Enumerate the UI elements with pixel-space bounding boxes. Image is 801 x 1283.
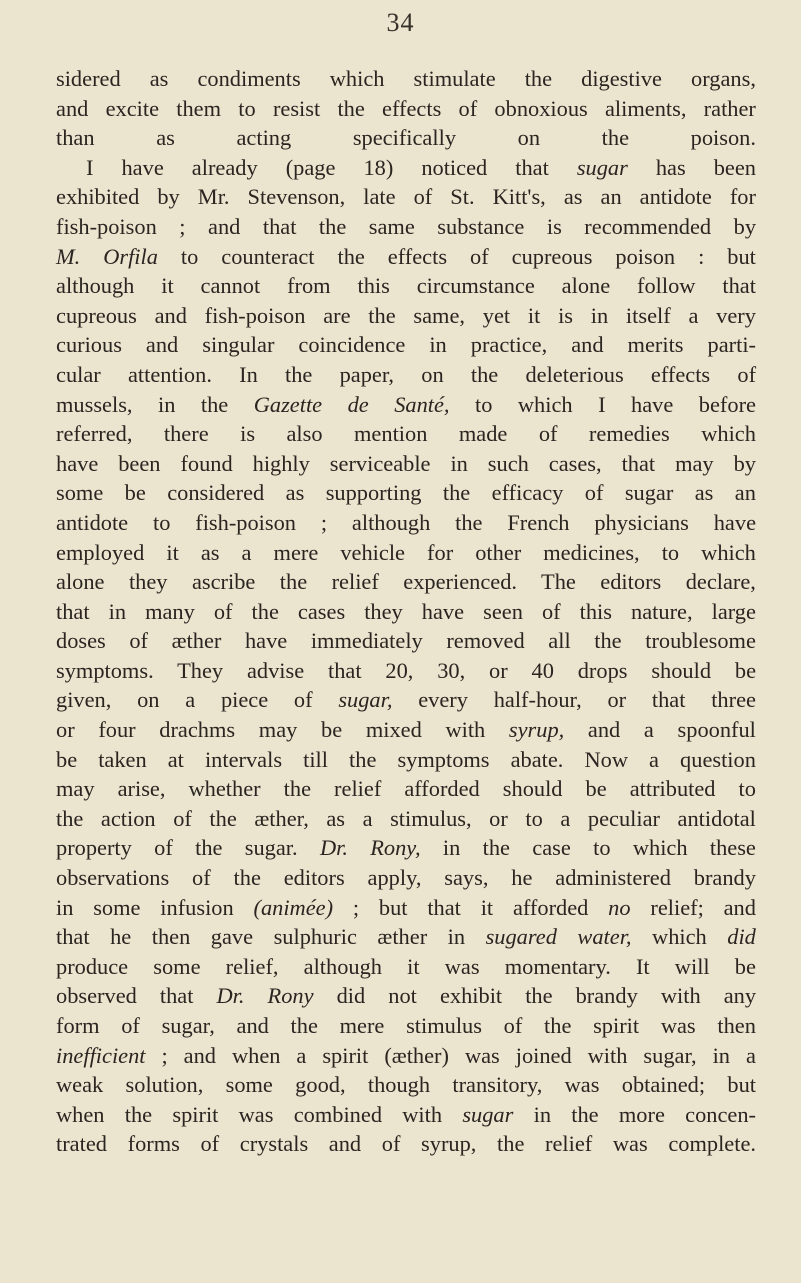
text-line: referred, there is also mention made of remedies which bbox=[56, 421, 756, 447]
text-line: or four drachms may be mixed with syrup, and a spoonful bbox=[56, 717, 756, 743]
text-line: I have already (page 18) noticed that sugar has been bbox=[86, 154, 757, 180]
text-line: produce some relief, although it was momentary. It will be bbox=[56, 953, 756, 979]
text-line: cupreous and fish-poison are the same, yet it is in itself a very bbox=[56, 302, 756, 328]
text-line: symptoms. They advise that 20, 30, or 40 drops should be bbox=[56, 657, 757, 683]
text-line: in some infusion (animée) ; but that it afforded no relief; and bbox=[56, 894, 756, 920]
text-line: exhibited by Mr. Stevenson, late of St. Kitt's, as an antidote for bbox=[56, 184, 756, 210]
text-line: the action of the æther, as a stimulus, or to a peculiar antidotal bbox=[56, 805, 756, 831]
text-line: some be considered as supporting the efficacy of sugar as an bbox=[56, 480, 756, 506]
text-line: observed that Dr. Rony did not exhibit the brandy with any bbox=[56, 983, 757, 1009]
text-line: form of sugar, and the mere stimulus of the spirit was then bbox=[56, 1013, 756, 1038]
text-line: fish-poison ; and that the same substance is recommended by bbox=[56, 213, 757, 239]
text-line: mussels, in the Gazette de Santé, to which I have before bbox=[56, 391, 756, 417]
text-line: weak solution, some good, though transitory, was obtained; but bbox=[56, 1072, 756, 1098]
text-line: antidote to fish-poison ; although the French physicians have bbox=[56, 509, 757, 535]
text-line: although it cannot from this circumstance alone follow that bbox=[56, 273, 756, 299]
text-line: have been found highly serviceable in such cases, that may by bbox=[56, 450, 756, 476]
text-line: given, on a piece of sugar, every half-hour, or that three bbox=[56, 687, 756, 713]
text-line: observations of the editors apply, says, he administered brandy bbox=[56, 865, 756, 891]
text-line: when the spirit was combined with sugar in the more concen- bbox=[56, 1101, 756, 1127]
text-line: employed it as a mere vehicle for other medicines, to which bbox=[56, 539, 756, 565]
text-line: be taken at intervals till the symptoms abate. Now a question bbox=[56, 746, 756, 772]
page-number: 34 bbox=[386, 8, 415, 37]
text-line: alone they ascribe the relief experienced. The editors declare, bbox=[56, 569, 756, 595]
text-line: that he then gave sulphuric æther in sugared water, which did bbox=[56, 924, 756, 950]
text-line: cular attention. In the paper, on the deleterious effects of bbox=[56, 361, 757, 387]
text-line: that in many of the cases they have seen of this nature, large bbox=[56, 598, 756, 624]
text-line: than as acting specifically on the poison. bbox=[56, 125, 756, 151]
text-line: doses of æther have immediately removed all the troublesome bbox=[56, 628, 756, 654]
text-line: M. Orfila to counteract the effects of cupreous poison : but bbox=[56, 243, 756, 269]
body-text bbox=[56, 64, 756, 1159]
text-line: property of the sugar. Dr. Rony, in the case to which these bbox=[56, 835, 756, 861]
text-line: trated forms of crystals and of syrup, the relief was complete. bbox=[56, 1131, 756, 1157]
text-line: sidered as condiments which stimulate the digestive organs, bbox=[56, 66, 756, 91]
text-line: and excite them to resist the effects of obnoxious aliments, rather bbox=[56, 95, 756, 121]
text-line: inefficient ; and when a spirit (æther) was joined with sugar, in a bbox=[56, 1042, 756, 1068]
text-line: curious and singular coincidence in practice, and merits parti- bbox=[56, 332, 757, 358]
text-line: may arise, whether the relief afforded should be attributed to bbox=[56, 776, 756, 802]
